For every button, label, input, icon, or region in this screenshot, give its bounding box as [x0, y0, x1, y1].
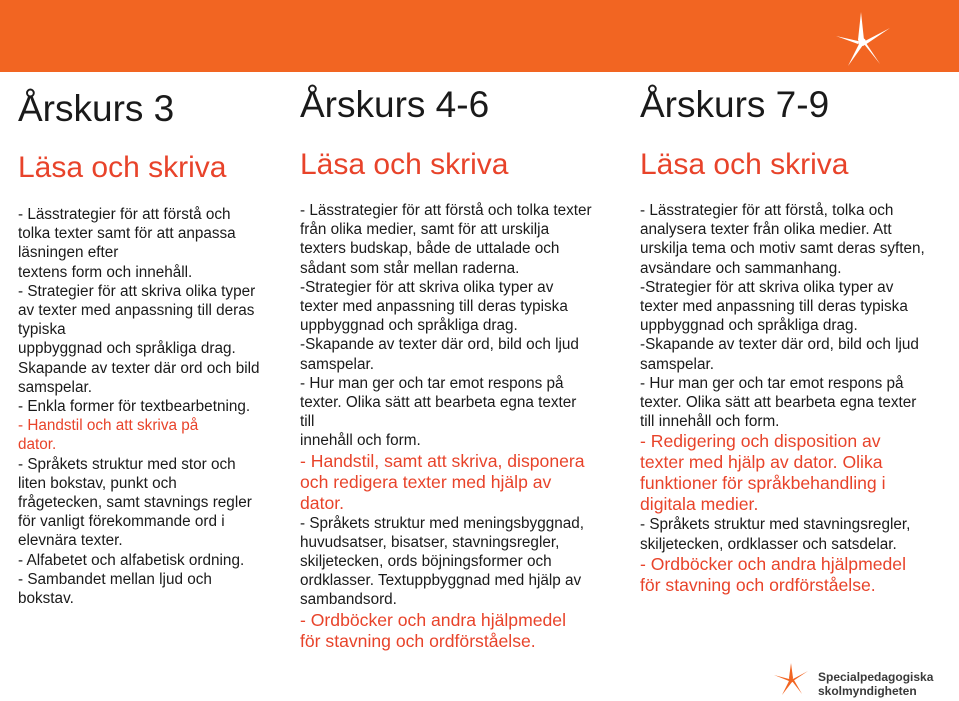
column-subheading: Läsa och skriva [300, 148, 509, 181]
agency-logo-icon [772, 662, 810, 696]
body-text-line: texter. Olika sätt att bearbeta egna texter [640, 394, 917, 412]
body-text-line: - Sambandet mellan ljud och [18, 570, 212, 588]
body-text-line: elevnära texter. [18, 532, 123, 550]
body-text-line: uppbyggnad och språkliga drag. [640, 317, 858, 335]
body-text-line: -Strategier för att skriva olika typer av [640, 278, 894, 296]
body-text-line: - Alfabetet och alfabetisk ordning. [18, 551, 245, 569]
body-text-line: till innehåll och form. [640, 413, 780, 431]
body-text-line: - Ordböcker och andra hjälpmedel [300, 609, 567, 630]
body-text-line: texters budskap, både de uttalade och [300, 240, 560, 258]
column-body [300, 201, 592, 652]
column-heading: Årskurs 3 [18, 88, 175, 129]
body-text-line: urskilja tema och motiv samt deras syften, [640, 240, 925, 258]
body-text-line: texter med anpassning till deras typiska [640, 298, 908, 316]
body-text-line: - Redigering och disposition av [640, 431, 881, 452]
column-heading: Årskurs 7-9 [640, 84, 830, 125]
body-text-line: texter med hjälp av dator. Olika [640, 452, 883, 473]
body-text-line: -Skapande av texter där ord, bild och ljud [640, 336, 919, 354]
column-body [640, 201, 925, 596]
body-text-line: samspelar. [300, 355, 374, 373]
column-subheading: Läsa och skriva [18, 151, 227, 184]
body-text-line: avsändare och sammanhang. [640, 259, 842, 277]
body-text-line: - Enkla former för textbearbetning. [18, 398, 251, 416]
body-text-line: huvudsatser, bisatser, stavningsregler, [300, 533, 560, 551]
logo-text-line2: skolmyndigheten [818, 684, 917, 698]
body-text-line: - Språkets struktur med meningsbyggnad, [300, 514, 584, 532]
body-text-line: bokstav. [18, 590, 74, 608]
body-text-line: typiska [18, 321, 66, 339]
logo-text-line1: Specialpedagogiska [818, 670, 934, 684]
body-text-line: -Strategier för att skriva olika typer av [300, 278, 554, 296]
body-text-line: texter med anpassning till deras typiska [300, 298, 568, 316]
body-text-line: - Handstil och att skriva på [18, 417, 199, 435]
body-text-line: dator. [300, 492, 345, 513]
body-text-line: -Skapande av texter där ord, bild och ljud [300, 336, 579, 354]
column-subheading: Läsa och skriva [640, 148, 849, 181]
body-text-line: funktioner för språkbehandling i [640, 473, 886, 494]
body-text-line: ordklasser. Textuppbyggnad med hjälp av [300, 572, 582, 590]
body-text-line: samspelar. [640, 355, 714, 373]
specialpedagogiska-logo [772, 658, 957, 700]
body-text-line: frågetecken, samt stavnings regler [18, 494, 252, 512]
body-text-line: liten bokstav, punkt och [18, 474, 177, 492]
body-text-line: till [300, 413, 315, 431]
body-text-line: dator. [18, 436, 57, 454]
body-text-line: skiljetecken, ords böjningsformer och [300, 553, 552, 571]
body-text-line: analysera texter från olika medier. Att [640, 221, 892, 239]
body-text-line: läsningen efter [18, 244, 119, 262]
body-text-line: Skapande av texter där ord och bild [18, 359, 260, 377]
body-text-line: texter. Olika sätt att bearbeta egna texter [300, 394, 577, 412]
body-text-line: från olika medier, samt för att urskilja [300, 221, 550, 239]
body-text-line: av texter med anpassning till deras [18, 302, 255, 320]
body-text-line: - Språkets struktur med stavningsregler, [640, 516, 911, 534]
body-text-line: för vanligt förekommande ord i [18, 513, 225, 531]
body-text-line: samspelar. [18, 378, 92, 396]
body-text-line: och redigera texter med hjälp av [300, 471, 552, 492]
body-text-line: - Lässtrategier för att förstå, tolka och [640, 202, 894, 219]
body-text-line: - Lässtrategier för att förstå och tolka texter [300, 202, 592, 219]
body-text-line: för stavning och ordförståelse. [300, 630, 536, 651]
body-text-line: skiljetecken, ordklasser och satsdelar. [640, 535, 897, 553]
body-text-line: sådant som står mellan raderna. [300, 259, 520, 277]
body-text-line: innehåll och form. [300, 432, 421, 450]
top-banner [0, 0, 959, 72]
body-text-line: - Lässtrategier för att förstå och [18, 206, 231, 223]
body-text-line: - Strategier för att skriva olika typer [18, 282, 256, 300]
body-text-line: uppbyggnad och språkliga drag. [300, 317, 518, 335]
body-text-line: - Handstil, samt att skriva, disponera [300, 450, 585, 471]
body-text-line: för stavning och ordförståelse. [640, 574, 876, 595]
body-text-line: sambandsord. [300, 591, 397, 609]
body-text-line: - Ordböcker och andra hjälpmedel [640, 553, 907, 574]
column-heading: Årskurs 4-6 [300, 84, 490, 125]
body-text-line: uppbyggnad och språkliga drag. [18, 340, 236, 358]
star-logo-icon [828, 10, 898, 68]
body-text-line: tolka texter samt för att anpassa [18, 225, 236, 243]
column-body [18, 205, 260, 608]
body-text-line: digitala medier. [640, 494, 759, 515]
body-text-line: - Hur man ger och tar emot respons på [640, 374, 904, 392]
body-text-line: textens form och innehåll. [18, 263, 193, 281]
body-text-line: - Språkets struktur med stor och [18, 455, 236, 473]
body-text-line: - Hur man ger och tar emot respons på [300, 374, 564, 392]
